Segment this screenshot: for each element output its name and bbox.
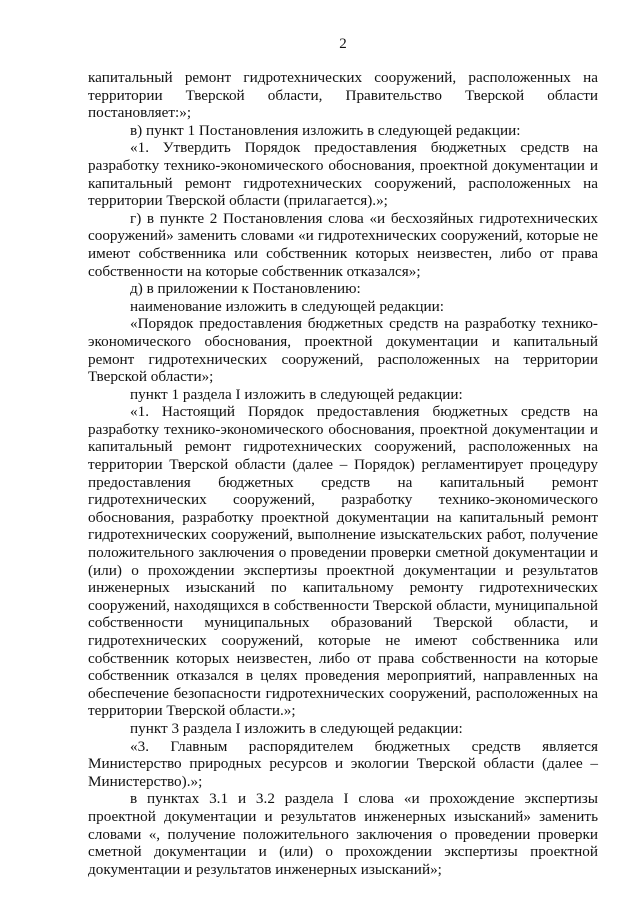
paragraph: г) в пункте 2 Постановления слова «и бесхозяйных гидротехнических сооружений» заменить словами «и гидротехнических сооружений, которые не имеют собственника или собственник которых неизвестен, либо от права собственности на которые собственник отказался»; [88, 209, 598, 280]
page-number: 2 [339, 36, 347, 52]
paragraph: наименование изложить в следующей редакции: [130, 297, 444, 315]
paragraph: в пунктах 3.1 и 3.2 раздела I слова «и прохождение экспертизы проектной документации и результатов инженерных изысканий» заменить словами «, получение положительного заключения о проведении проверки сметной документации и (или) о прохождении экспертизы проектной документации и результатов инженерных изысканий»; [88, 790, 598, 878]
paragraph: в) пункт 1 Постановления изложить в следующей редакции: [130, 121, 521, 139]
paragraph: пункт 3 раздела I изложить в следующей редакции: [130, 719, 463, 737]
document-body [88, 69, 598, 878]
paragraph: «1. Утвердить Порядок предоставления бюджетных средств на разработку технико-экономического обоснования, проектной документации и капитальный ремонт гидротехнических сооружений, расположенных на территории Тверской области (прилагается).»; [88, 139, 598, 210]
paragraph: «Порядок предоставления бюджетных средств на разработку технико-экономического обоснования, проектной документации и капитальный ремонт гидротехнических сооружений, расположенных на территории Тверской области»; [88, 315, 598, 386]
paragraph: «3. Главным распорядителем бюджетных средств является Министерство природных ресурсов и экологии Тверской области (далее – Министерство).»; [88, 737, 598, 790]
paragraph: пункт 1 раздела I изложить в следующей редакции: [130, 385, 463, 403]
paragraph: д) в приложении к Постановлению: [130, 280, 361, 298]
paragraph: «1. Настоящий Порядок предоставления бюджетных средств на разработку технико-экономического обоснования, проектной документации и капитальный ремонт гидротехнических сооружений, расположенных на территории Тверской области (далее – Порядок) регламентирует процедуру предоставления бюджетных средств на капитальный ремонт гидротехнических сооружений, разработку технико-экономического обоснования, разработку проектной документации на капитальный ремонт гидротехнических сооружений, выполнение изыскательских работ, получение положительного заключения о проведении проверки сметной документации и (или) о прохождении экспертизы проектной документации и результатов инженерных изысканий по капитальному ремонту гидротехнических сооружений, находящихся в собственности Тверской области, муниципальной собственности муниципальных образований Тверской области, и гидротехнических сооружений, которые не имеют собственника или собственник которых неизвестен, либо от права собственности на которые собственник отказался в целях проведения мероприятий, направленных на обеспечение безопасности гидротехнических сооружений, расположенных на территории Тверской области.»; [88, 403, 598, 720]
paragraph: капитальный ремонт гидротехнических сооружений, расположенных на территории Тверской области, Правительство Тверской области постановляет:»; [88, 69, 598, 122]
